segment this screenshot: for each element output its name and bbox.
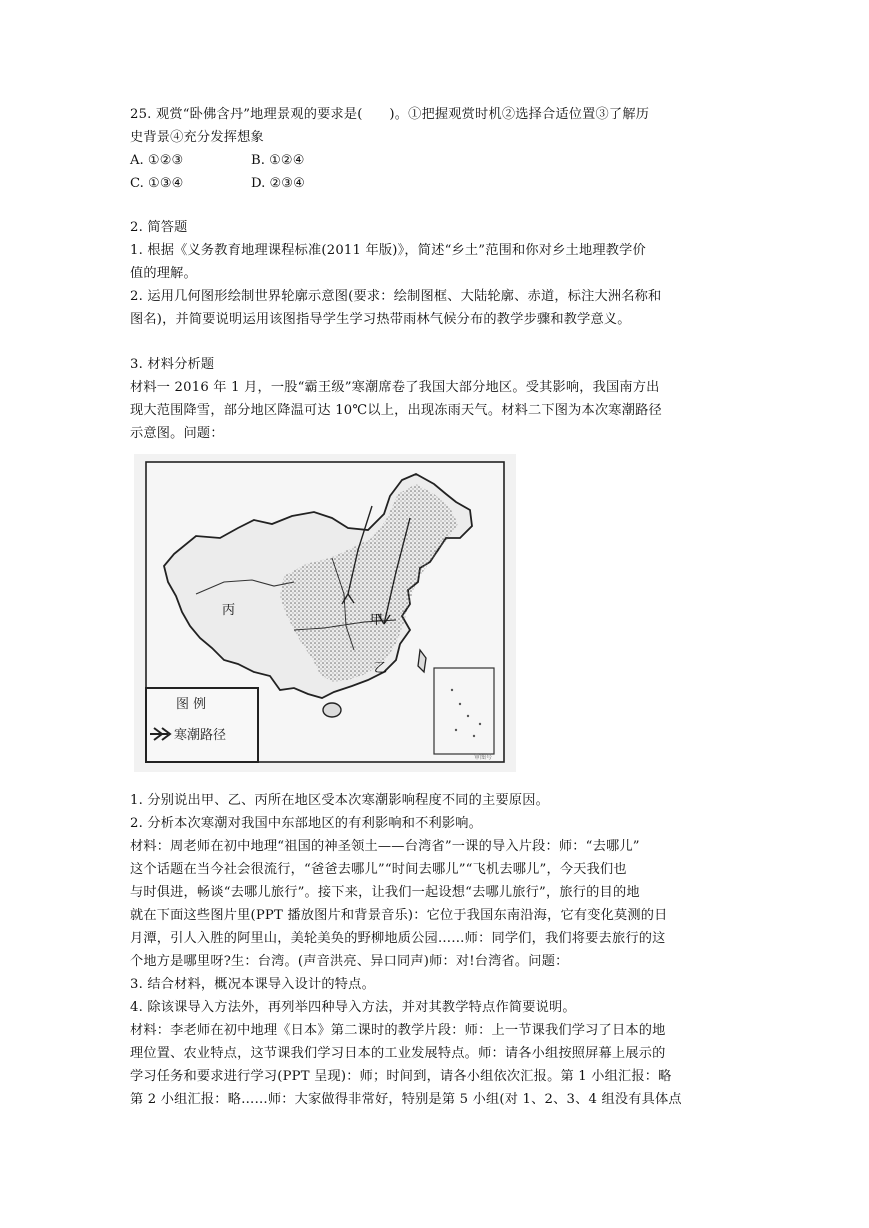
section-2-title: 2. 简答题 (130, 220, 188, 235)
q25-stem-line1: 25. 观赏“卧佛含丹”地理景观的要求是( )。①把握观赏时机②选择合适位置③了解历 (130, 107, 650, 122)
region-label-bing: 丙 (222, 603, 236, 618)
region-label-jia: 甲 (370, 613, 384, 628)
material-zhou-line5: 月潭，引人入胜的阿里山，美轮美奂的野柳地质公园……师：同学们，我们将要去旅行的这 (130, 931, 666, 946)
material-li-line2: 理位置、农业特点，这节课我们学习日本的工业发展特点。师：请各小组按照屏幕上展示的 (130, 1046, 666, 1061)
material-zhou-line4: 就在下面这些图片里(PPT 播放图片和背景音乐)：它位于我国东南沿海，它有变化莫测的日 (130, 908, 668, 923)
material-li-line1: 材料：李老师在初中地理《日本》第二课时的教学片段：师：上一节课我们学习了日本的地 (130, 1023, 666, 1038)
sec2-q2-line2: 图名)，并简要说明运用该图指导学生学习热带雨林气候分布的教学步骤和教学意义。 (130, 312, 631, 327)
sec2-q1-line2: 值的理解。 (130, 266, 197, 281)
hainan-island (323, 703, 341, 717)
question-3: 3. 结合材料，概况本课导入设计的特点。 (130, 977, 375, 992)
material-li-line3: 学习任务和要求进行学习(PPT 呈现)：师；时间到，请各小组依次汇报。第 1 小组汇报：略 (130, 1069, 672, 1084)
q25-stem-line2: 史背景④充分发挥想象 (130, 130, 264, 145)
map-legend-item: 寒潮路径 (174, 728, 227, 743)
q25-option-a: A. ①②③ (130, 153, 184, 168)
map-question-2: 2. 分析本次寒潮对我国中东部地区的有利影响和不利影响。 (130, 816, 483, 831)
q25-option-d: D. ②③④ (251, 176, 305, 191)
q25-options-row2 (130, 175, 305, 193)
sec3-material1-line3: 示意图。问题： (130, 426, 224, 441)
material-zhou-line6: 个地方是哪里呀?生：台湾。(声音洪亮、异口同声)师：对!台湾省。问题： (130, 954, 569, 969)
sec2-q2-line1: 2. 运用几何图形绘制世界轮廓示意图(要求：绘制图框、大陆轮廓、赤道，标注大洲名称和 (130, 289, 662, 304)
material-zhou-line3: 与时俱进，畅谈“去哪儿旅行”。接下来，让我们一起设想“去哪儿旅行”，旅行的目的地 (130, 885, 640, 900)
question-4: 4. 除该课导入方法外，再列举四种导入方法，并对其教学特点作简要说明。 (130, 1000, 576, 1015)
cold-wave-route-map (134, 454, 516, 772)
q25-option-c: C. ①③④ (130, 176, 184, 191)
map-figure (134, 454, 516, 772)
map-legend-title: 图 例 (176, 697, 207, 712)
material-li-line4: 第 2 小组汇报：略……师：大家做得非常好，特别是第 5 小组(对 1、2、3、4 组没有具体点 (130, 1092, 682, 1107)
map-question-1: 1. 分别说出甲、乙、丙所在地区受本次寒潮影响程度不同的主要原因。 (130, 793, 549, 808)
q25-option-b: B. ①②④ (251, 153, 305, 168)
material-zhou-line1: 材料：周老师在初中地理“祖国的神圣领土——台湾省”一课的导入片段：师：“去哪儿” (130, 839, 640, 854)
section-3-title: 3. 材料分析题 (130, 357, 215, 372)
sec3-material1-line1: 材料一 2016 年 1 月，一股“霸王级”寒潮席卷了我国大部分地区。受其影响，我国南方出 (130, 380, 660, 395)
material-zhou-line2: 这个话题在当今社会很流行，“爸爸去哪儿”“时间去哪儿”“飞机去哪儿”，今天我们也 (130, 862, 627, 877)
q25-options-row1 (130, 152, 305, 170)
map-review-stamp: 审图号 (474, 754, 493, 761)
sec3-material1-line2: 现大范围降雪，部分地区降温可达 10℃以上，出现冻雨天气。材料二下图为本次寒潮路径 (130, 403, 662, 418)
sec2-q1-line1: 1. 根据《义务教育地理课程标准(2011 年版)》，简述“乡土”范围和你对乡土地理教学价 (130, 243, 646, 258)
region-label-yi: 乙 (374, 661, 388, 676)
